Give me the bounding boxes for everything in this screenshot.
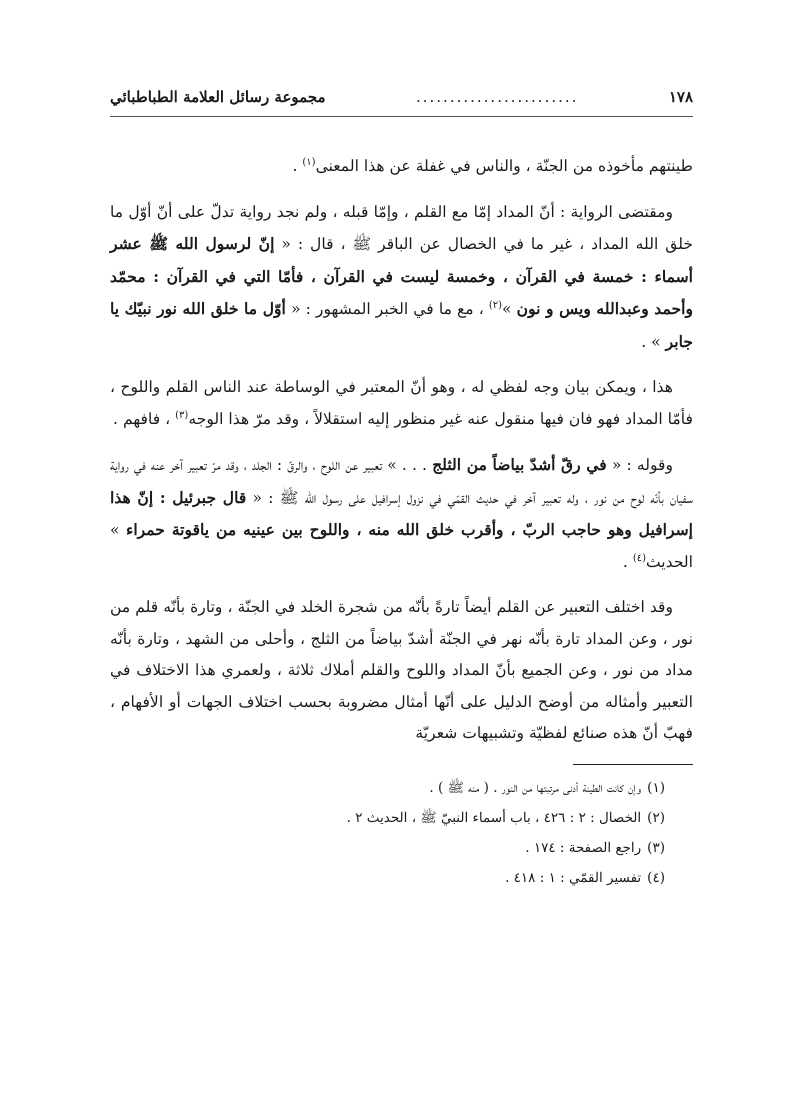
footnote-number: (٣): [647, 839, 665, 856]
text-segment: وقد اختلف التعبير عن القلم أيضاً تارةً بأنّه من شجرة الخلد في الجنّة ، وتارة بأنّه قلم من نور ، وعن المداد تارة بأنّه نهر في الجنّة أشدّ بياضاً من الثلج ، وأحلى من الشهد ، وتارة بأنّه مداد من نور ، وعن الجميع بأنّ المداد واللوح والقلم أملاك ثلاثة ، ولعمري هذا الاختلاف في التعبير وأمثاله من أوضح الدليل على أنّها أمثال مضروبة بحسب اختلاف الجهات أو الأفهام ، فهبّ أنّ هذه صنائع لفظيّة وتشبيهات شعريّة: [110, 598, 693, 742]
footnote-text: وإن كانت الطينة أدنى مرتبتها من النور . ( منه ﷺ ) .: [429, 779, 642, 796]
footnote-ref[interactable]: (٣): [175, 409, 189, 421]
text-segment: . . . » تعبير عن اللوح ، والرقّ : الجلد ، وقد مرّ تعبير آخر عنه في رواية سفيان بأنّه لوح من نور ، وله تعبير آخر في حديث القمّي في نزول إسرافيل على رسول الله ﷺ : «: [110, 456, 693, 507]
paragraph: [110, 592, 693, 750]
footnote-item: [110, 863, 665, 893]
footnote-item: [110, 803, 665, 833]
text-segment: ، مع ما في الخبر المشهور : «: [285, 300, 489, 318]
text-segment: » .: [641, 332, 666, 351]
text-segment: ، فافهم .: [113, 409, 176, 428]
text-segment: وقوله : «: [606, 456, 673, 474]
paragraph: [110, 372, 693, 435]
footnote-ref[interactable]: (٢): [488, 299, 503, 311]
text-segment: » الحديث: [110, 521, 693, 571]
text-segment: »: [502, 300, 517, 318]
quoted-hadith: أوّل ما خلق الله نور نبيّك يا جابر: [110, 299, 693, 351]
footnote-number: (٢): [647, 809, 665, 826]
text-segment: هذا ، ويمكن بيان وجه لفظي له ، وهو أنّ المعتبر في الوساطة عند الناس القلم واللوح ، فأمّا المداد فهو فان فيها منقول عنه غير منظور إليه استقلالاً ، وقد مرّ هذا الوجه: [110, 378, 693, 428]
paragraph: [110, 449, 693, 578]
header-leader-dots: ........................: [415, 88, 579, 106]
footnote-ref[interactable]: (١): [302, 156, 316, 168]
book-page: [110, 88, 693, 893]
footnote-number: (١): [647, 779, 665, 796]
footnote-text: تفسير القمّي : ١ : ٤١٨ .: [505, 869, 642, 886]
text-segment: طينتهم مأخوذه من الجنّة ، والناس في غفلة عن هذا المعنى: [315, 157, 693, 175]
paragraph: [110, 197, 693, 359]
book-title: مجموعة رسائل العلامة الطباطبائي: [110, 88, 326, 106]
footnote-text: راجع الصفحة : ١٧٤ .: [525, 839, 642, 856]
text-segment: .: [622, 552, 633, 571]
page-header: [110, 88, 693, 117]
footnote-item: [110, 773, 665, 803]
text-segment: ومقتضى الرواية : أنّ المداد إمّا مع القلم ، وإمّا قبله ، ولم نجد رواية تدلّ على أنّ أوّل ما خلق الله المداد ، غير ما في الخصال عن الباقر ﷺ ، قال : «: [110, 202, 693, 253]
footnote-item: [110, 833, 665, 863]
quoted-hadith: قال جبرئيل : إنّ هذا إسرافيل وهو حاجب الربّ ، وأقرب خلق الله منه ، واللوح بين عينيه من ياقوتة حمراء: [110, 487, 693, 539]
quoted-hadith: إنّ لرسول الله ﷺ عشر أسماء : خمسة في القرآن ، وخمسة ليست في القرآن ، فأمّا التي في القرآن : محمّد وأحمد وعبدالله ويس و نون: [110, 234, 694, 318]
main-text: [110, 151, 693, 750]
text-segment: .: [292, 157, 303, 175]
footnotes: [110, 773, 693, 893]
footnote-number: (٤): [647, 869, 665, 886]
footnote-ref[interactable]: (٤): [632, 552, 646, 564]
page-number: ١٧٨: [668, 88, 693, 106]
footnote-text: الخصال : ٢ : ٤٢٦ ، باب أسماء النبيّ ﷺ ، الحديث ٢ .: [346, 809, 642, 826]
footnote-separator: [573, 764, 693, 765]
quoted-hadith: في رقّ أشدّ بياضاً من الثلج: [432, 455, 607, 474]
paragraph: [110, 151, 693, 183]
